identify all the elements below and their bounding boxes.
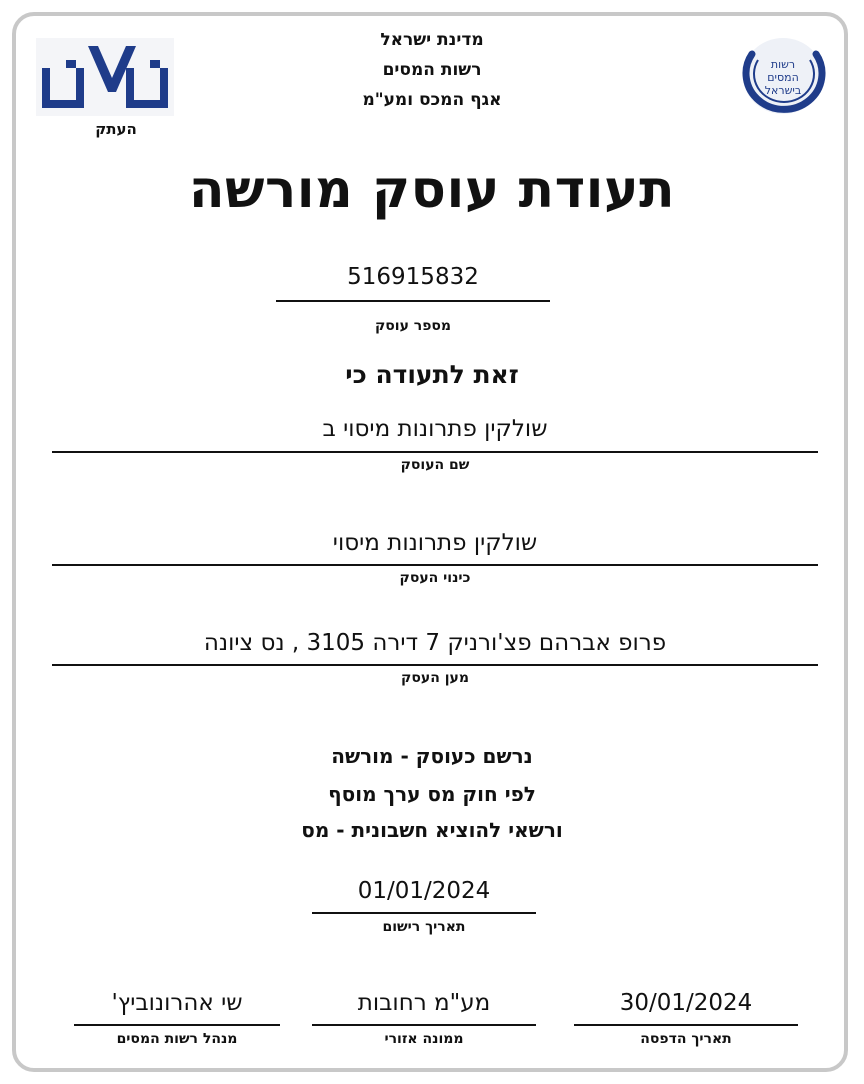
header-department: אגף המכס ומע"מ	[362, 90, 502, 110]
business-address-label: מען העסק	[401, 670, 469, 686]
seal-line1: רשות	[770, 58, 796, 71]
regional-office-line	[312, 1024, 536, 1026]
print-date-line	[574, 1024, 798, 1026]
regional-office-value: מע"מ רחובות	[357, 990, 491, 1016]
tax-authority-seal-icon	[734, 34, 828, 118]
business-alias-line	[52, 564, 818, 566]
director-value: שי אהרונוביץ'	[111, 990, 243, 1016]
business-name-value: שולקין פתרונות מיסוי ב	[322, 416, 548, 442]
director-line	[74, 1024, 280, 1026]
business-name-line	[52, 451, 818, 453]
certificate-title: תעודת עוסק מורשה	[188, 160, 676, 220]
registration-date-line	[312, 912, 536, 914]
vat-logo-icon	[36, 38, 174, 116]
registration-line3: ורשאי להוציא חשבונית - מס	[301, 818, 563, 842]
business-address-value: פרופ אברהם פצ'ורניק 7 דירה 3105 , נס ציונה	[203, 630, 667, 656]
business-name-label: שם העוסק	[400, 457, 470, 473]
business-alias-label: כינוי העסק	[399, 570, 471, 586]
registration-line2: לפי חוק מס ערך מוסף	[328, 782, 536, 806]
business-number-value: 516915832	[347, 264, 479, 290]
regional-office-label: ממונה אזורי	[384, 1031, 464, 1047]
business-address-line	[52, 664, 818, 666]
header-state: מדינת ישראל	[380, 30, 484, 50]
business-number-line	[276, 300, 550, 302]
print-date-label: תאריך הדפסה	[640, 1031, 732, 1047]
seal-line2: המסים	[767, 71, 799, 84]
print-date-value: 30/01/2024	[619, 990, 753, 1016]
registration-line1: נרשם כעוסק - מורשה	[331, 744, 533, 768]
director-label: מנהל רשות המסים	[116, 1031, 238, 1047]
copy-label: העתק	[95, 120, 137, 138]
business-number-label: מספר עוסק	[374, 318, 452, 334]
header-tax-authority: רשות המסים	[382, 60, 482, 80]
registration-date-value: 01/01/2024	[357, 878, 491, 904]
business-alias-value: שולקין פתרונות מיסוי	[332, 530, 538, 556]
certify-text: זאת לתעודה כי	[345, 360, 519, 389]
registration-date-label: תאריך רישום	[382, 919, 466, 935]
seal-line3: בישראל	[764, 84, 802, 97]
